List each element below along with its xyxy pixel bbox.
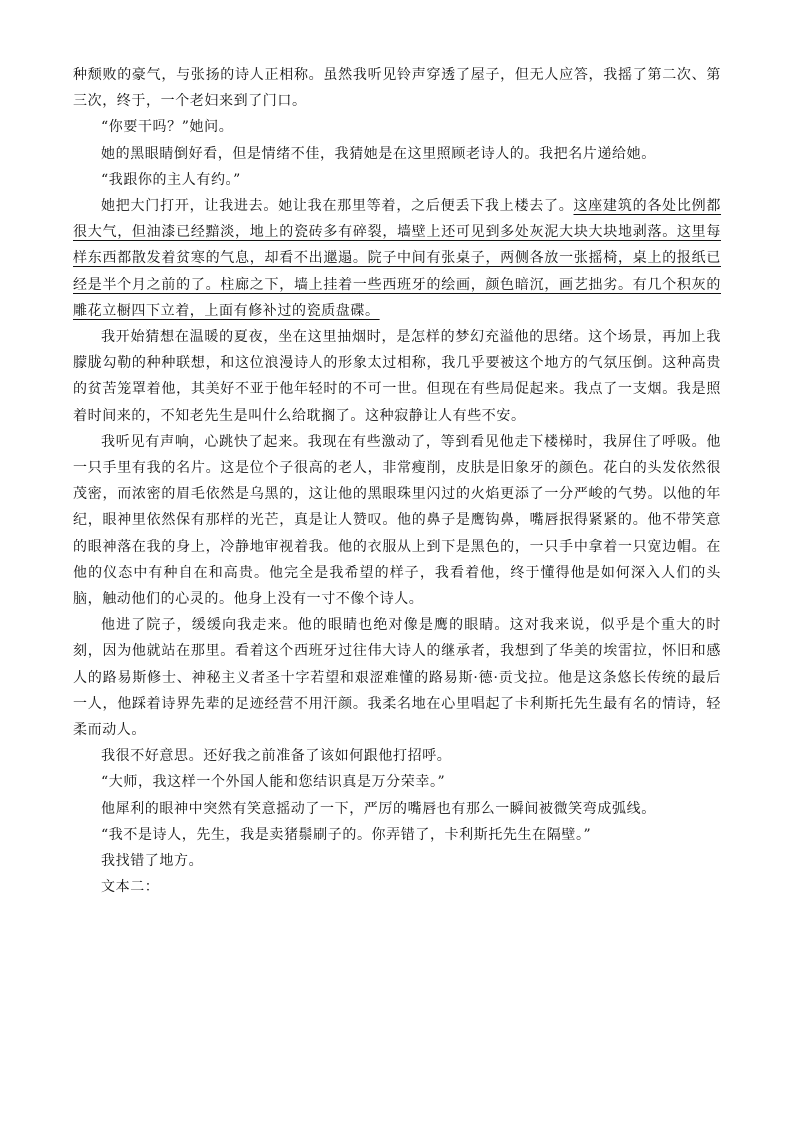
document-page <box>73 62 721 901</box>
paragraph-4 <box>73 167 721 193</box>
paragraph-9 <box>73 743 721 769</box>
paragraph-12 <box>73 822 721 848</box>
paragraph-2 <box>73 114 721 140</box>
paragraph-5 <box>73 193 721 324</box>
paragraph-text: 他犀利的眼神中突然有笑意摇动了一下，严厉的嘴唇也有那么一瞬间被微笑弯成弧线。 <box>101 800 656 817</box>
paragraph-10 <box>73 769 721 795</box>
paragraph-text: 我找错了地方。 <box>101 853 204 870</box>
paragraph-1 <box>73 62 721 114</box>
section-label <box>73 874 721 900</box>
paragraph-3 <box>73 141 721 167</box>
paragraph-text: “我跟你的主人有约。” <box>101 171 241 188</box>
paragraph-text: “你要干吗？”她问。 <box>101 119 234 136</box>
paragraph-text: 她的黑眼睛倒好看，但是情绪不佳，我猜她是在这里照顾老诗人的。我把名片递给她。 <box>101 145 656 162</box>
paragraph-13 <box>73 848 721 874</box>
paragraph-text: 种颓败的豪气，与张扬的诗人正相称。虽然我听见铃声穿透了屋子，但无人应答，我摇了第二次、第三次，终于，一个老妇来到了门口。 <box>73 67 721 110</box>
paragraph-text: “我不是诗人，先生，我是卖猪鬃刷子的。你弄错了，卡利斯托先生在隔壁。” <box>101 826 592 843</box>
underlined-passage: 这座建筑的各处比例都很大气，但油漆已经黯淡，地上的瓷砖多有碎裂，墙壁上还可见到多处灰泥大块大块地剥落。这里每样东西都散发着贫寒的气息，却看不出邋遢。院子中间有张桌子，两侧各放一张摇椅，桌上的报纸已经是半个月之前的了。柱廊之下，墙上挂着一些西班牙的绘画，颜色暗沉，画艺拙劣。有几个积灰的雕花立橱四下立着，上面有修补过的瓷质盘碟。 <box>73 198 722 319</box>
section-label-text: 文本二： <box>101 879 160 896</box>
paragraph-text: 我听见有声响，心跳快了起来。我现在有些激动了，等到看见他走下楼梯时，我屏住了呼吸。他一只手里有我的名片。这是位个子很高的老人，非常瘦削，皮肤是旧象牙的颜色。花白的头发依然很茂密，而浓密的眉毛依然是乌黑的，这让他的黑眼珠里闪过的火焰更添了一分严峻的气势。以他的年纪，眼神里依然保有那样的光芒，真是让人赞叹。他的鼻子是鹰钩鼻，嘴唇抿得紧紧的。他不带笑意的眼神落在我的身上，冷静地审视着我。他的衣服从上到下是黑色的，一只手中拿着一只宽边帽。在他的仪态中有种自在和高贵。他完全是我希望的样子，我看着他，终于懂得他是如何深入人们的头脑，触动他们的心灵的。他身上没有一寸不像个诗人。 <box>73 433 721 608</box>
paragraph-7 <box>73 429 721 612</box>
paragraph-text: 他进了院子，缓缓向我走来。他的眼睛也绝对像是鹰的眼睛。这对我来说，似乎是个重大的时刻，因为他就站在那里。看着这个西班牙过往伟大诗人的继承者，我想到了华美的埃雷拉，怀旧和感人的路易斯修士、神秘主义者圣十字若望和艰涩难懂的路易斯·德·贡戈拉。他是这条悠长传统的最后一人，他踩着诗界先辈的足迹经营不用汗颜。我柔名地在心里唱起了卡利斯托先生最有名的情诗，轻柔而动人。 <box>73 617 721 739</box>
paragraph-text: 她把大门打开，让我进去。她让我在那里等着，之后便丢下我上楼去了。 <box>101 198 574 215</box>
paragraph-11 <box>73 796 721 822</box>
paragraph-text: “大师，我这样一个外国人能和您结识真是万分荣幸。” <box>101 774 446 791</box>
paragraph-text: 我很不好意思。还好我之前准备了该如何跟他打招呼。 <box>101 748 452 765</box>
paragraph-8 <box>73 612 721 743</box>
paragraph-6 <box>73 324 721 429</box>
paragraph-text: 我开始猜想在温暖的夏夜，坐在这里抽烟时，是怎样的梦幻充溢他的思绪。这个场景，再加上我朦胧勾勒的种种联想，和这位浪漫诗人的形象太过相称，我几乎要被这个地方的气氛压倒。这种高贵的贫苦笼罩着他，其美好不亚于他年轻时的不可一世。但现在有些局促起来。我点了一支烟。我是照着时间来的，不知老先生是叫什么给耽搁了。这种寂静让人有些不安。 <box>73 329 721 424</box>
